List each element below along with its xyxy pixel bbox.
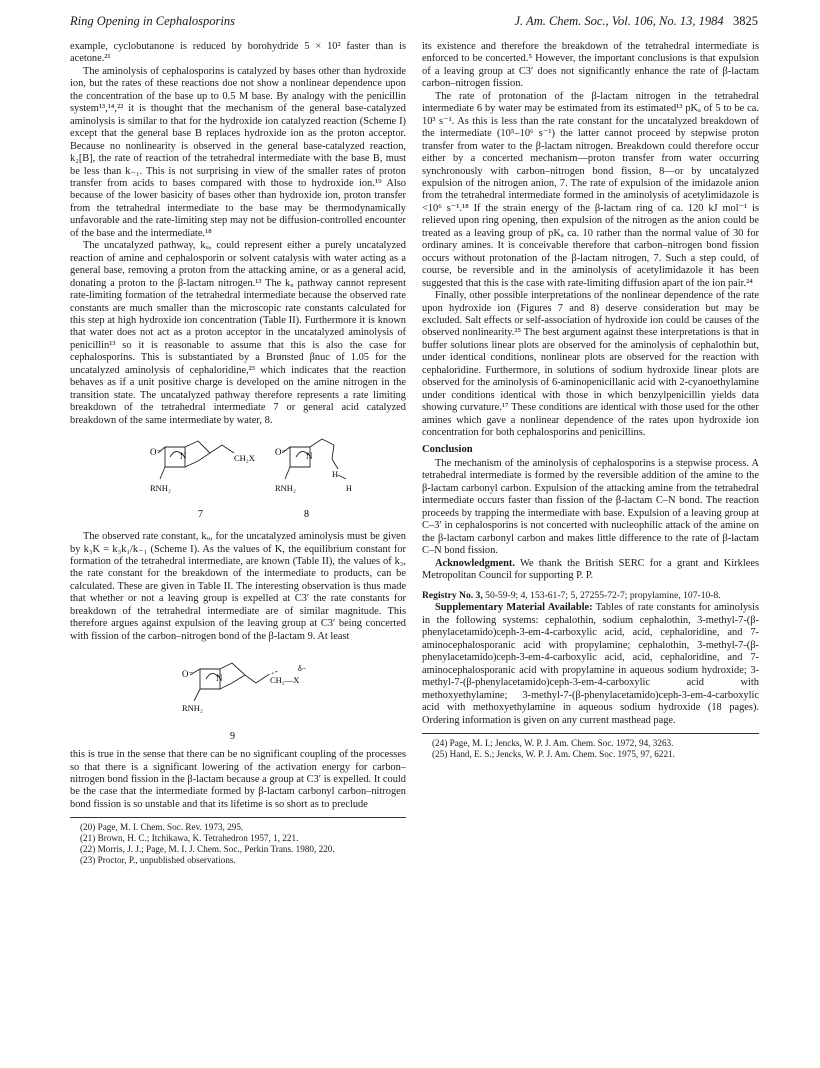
footnote: (22) Morris, J. J.; Page, M. I. J. Chem. Soc., Perkin Trans. 1980, 220.: [80, 844, 335, 855]
o-minus-label: O⁻: [182, 669, 194, 680]
structure-9: [70, 649, 406, 745]
footnotes-left: [70, 817, 406, 866]
supplementary-text: Tables of rate constants for aminolysis in the following systems: cephalothin, sodium cephalothin, 3-methyl-7-(β-phenylacetamido)ceph-3-em-4-carboxylic acid, acid, cephaloridine, and 7-aminocephalosporanic acid with propylamine; cephalothin, 3-methyl-7-(β-phenylacetamido)ceph-3-em-4-carboxylic acid, acid, cephaloridine, and 7-aminocephalosporanic acid with propylamine in aqueous sodium hydroxide; 3-methyl-7-(β-phenylacetamido)ceph-3-em-4-carboxylic acid with methoxyethylamine; 3-methyl-7-(β-phenylacetamido)ceph-3-em-4-carboxylic acid with methoxyethylamine in aqueous sodium hydroxide (18 pages). Ordering information is given on any current masthead page.: [422, 602, 759, 726]
journal-info: J. Am. Chem. Soc., Vol. 106, No. 13, 1984: [514, 14, 724, 28]
acknowledgment: [422, 558, 759, 583]
footnote: (23) Proctor, P., unpublished observations.: [80, 855, 236, 866]
rnh2-label: RNH₂: [150, 483, 171, 494]
ch2x-label: CH₂—X: [270, 675, 300, 686]
paragraph: The rate of protonation of the β-lactam nitrogen in the tetrahedral intermediate 6 by water may be estimated from its estimated¹³ pKₐ of 5 to be ca. 10³ s⁻¹. As this is less than the rate constant for the uncatalyzed breakdown of the intermediate (10⁵–10⁶ s⁻¹) the latter cannot proceed by stepwise proton transfer from water to the β-lactam nitrogen. Breakdown could therefore occur either by a concerted mechanism—proton transfer from water occurring synchronously with carbon–nitrogen bond fission, 8—or by uncatalyzed expulsion of the nitrogen anion, 7. The rate of expulsion of the imidazole anion from the tetrahedral intermediate formed in the aminolysis of acetylimidazole is <10⁶ s⁻¹.¹⁸ If the strain energy of the β-lactam ring of ca. 120 kJ mol⁻¹ is relieved upon ring opening, then expulsion of the nitrogen as the anion could be treated as a leaving group of pKₐ ca. 10 rather than the normal value of 30 for ordinary amines. It is conceivable therefore that carbon–nitrogen bond fission occurs without protonation of the β-lactam nitrogen, 7. Such a step could, of course, be reversible and in the aminolysis of acetylimidazole it has been suggested that this is the case with rate-limiting diffusion apart of the ion pair.²⁴: [422, 90, 759, 289]
footnote: (24) Page, M. I.; Jencks, W. P. J. Am. Chem. Soc. 1972, 94, 3263.: [432, 738, 674, 749]
h-label: H: [332, 469, 339, 480]
paragraph: The aminolysis of cephalosporins is catalyzed by bases other than hydroxide ion, but the rates of these reactions doe not show a nonlinear dependence upon the concentration of the base up to 0.5 M base. By analogy with the penicillin system¹³,¹⁴,²² it is thought that the mechanism of the general base-catalyzed aminolysis is similar to that for the hydroxide ion catalyzed reaction (Scheme I) except that the general base B replaces hydroxide ion as the proton acceptor. Because no nonlinearity is observed in the general base-catalyzed reaction, k₂[B], the rate of reaction of the tetrahedral intermediate with the base B, must be less than k₋₁. This is not surprising in view of the smaller rates of proton transfer from acids to bases compared with those to hydroxide ion.¹⁹ Also because of the lower basicity of bases other than hydroxide ion, proton transfer from the tetrahedral intermediate to the base may be thermodynamically unfavorable and the rate-limiting step may not be diffusion-controlled encounter of the base and the intermediate.¹⁸: [70, 65, 406, 239]
right-column: [422, 41, 759, 760]
acknowledgment-label: Acknowledgment.: [435, 557, 515, 569]
registry-numbers: [422, 590, 759, 602]
footnote: (21) Brown, H. C.; Itchikawa, K. Tetrahedron 1957, 1, 221.: [80, 833, 299, 844]
paragraph: The mechanism of the aminolysis of cephalosporins is a stepwise process. A tetrahedral intermediate is formed by the reversible addition of the amine to the β-lactam carbonyl carbon. Expulsion of the attacking amine from the tetrahedral intermediate occurs faster than fission of the β-lactam C–N bond. The reaction proceeds by trapping the intermediate with base. Expulsion of a leaving group at C–3′ in cephalosporins is not concerted with nucleophilic attack of the amine on the β-lactam carbonyl carbon and makes little difference to the rate of β-lactam C–N bond fission.: [422, 457, 759, 557]
page-number: 3825: [733, 14, 758, 28]
footnotes-right: [422, 733, 759, 760]
n-label: N: [180, 451, 187, 462]
rnh2-label: RNH₂: [275, 483, 296, 494]
structure-9-number: 9: [230, 731, 235, 743]
footnote: (25) Hand, E. S.; Jencks, W. P. J. Am. Chem. Soc. 1975, 97, 6221.: [432, 749, 675, 760]
n-label: N: [216, 673, 223, 684]
supplementary-material: [422, 602, 759, 727]
registry-label: Registry No. 3,: [422, 590, 483, 602]
structure-7-number: 7: [198, 509, 203, 521]
delta-minus-label: δ−: [298, 664, 307, 674]
footnote: (20) Page, M. I. Chem. Soc. Rev. 1973, 295.: [80, 822, 244, 833]
structures-7-8: [70, 431, 406, 523]
left-column: [70, 41, 406, 866]
supplementary-label: Supplementary Material Available:: [435, 602, 593, 614]
running-header: [70, 14, 758, 34]
running-title: Ring Opening in Cephalosporins: [70, 14, 235, 28]
paragraph: Finally, other possible interpretations of the nonlinear dependence of the rate upon hydroxide ion (Figures 7 and 8) deserve consideration but may be excluded. Salt effects or self-association of hydroxide ion could be causes of the observed nonlinearity.²⁵ The best argument against these interpretations is that in buffer solutions linear plots are observed for the aminolysis of cephalothin but, under identical conditions, nonlinear plots are observed for the reaction with cephaloridine. Furthermore, in solutions of sodium hydroxide linear plots are observed for the aminolysis of 6-aminopenicillanic acid with 2-cyanoethylamine under conditions identical with those in which benzylpenicillin yields data showing curvature.¹⁷ These conditions are identical with those used for the other amines which gave a nonlinear dependence of the rates upon hydroxide ion concentration for both cephalosporins and penicillins.: [422, 290, 759, 439]
structure-8-number: 8: [304, 509, 309, 521]
journal-citation: [514, 14, 758, 29]
paragraph: this is true in the sense that there can be no significant coupling of the processes so that there is a significant lowering of the activation energy for carbon–nitrogen bond fission in the β-lactam because a group at C3′ is expelled. It could be the case that the intermediate formed by β-lactam carbonyl carbon–nitrogen bond fission is so unstable and that its lifetime is so short as to preclude: [70, 749, 406, 810]
rnh2-label: RNH₂: [182, 703, 203, 714]
paragraph: The uncatalyzed pathway, kᵤ, could represent either a purely uncatalyzed reaction of amine and cephalosporin or solvent catalysis with water acting as a general base, removing a proton from the attacking amine, or as a general acid, donating a proton to the β-lactam nitrogen.¹³ The kᵤ pathway cannot represent rate-limiting formation of the tetrahedral intermediate because the observed rate constants are much smaller than the microscopic rate constants calculated for this step at high hydroxide ion concentration (Table II). Furthermore it is known that water does not act as a proton acceptor in the uncatalyzed aminolysis of penicillin¹³ so it is reasonable to assume that this is also the case for cephalosporins. This is substantiated by a Brønsted βnuc of 1.05 for the uncatalyzed aminolysis of cephaloridine,²³ which indicates that the reaction behaves as if a unit positive charge is developed on the amine nitrogen in the transition state. The uncatalyzed pathway therefore represents a rate limiting breakdown of the tetrahedral intermediate 7 or general acid catalyzed breakdown of the same intermediate by water, 8.: [70, 240, 406, 426]
o-minus-label: O⁻: [275, 447, 287, 458]
paragraph: The observed rate constant, kᵤ, for the uncatalyzed aminolysis must be given by k₃K = k₃k₁/k₋₁ (Scheme I). As the values of K, the equilibrium constant for formation of the tetrahedral intermediate, are known (Table II), the values of k₃, the rate constant for the breakdown of the intermediate to products, can be calculated. These are given in Table II. The interesting observation is thus made that whether or not a leaving group is expelled at C3′ the rate constants for breakdown of the tetrahedral intermediate are of similar magnitude. This therefore argues against expulsion of the leaving group at C3′ being concerted with fission of the carbon–nitrogen bond of the β-lactam 9. At least: [70, 531, 406, 642]
h-label: H: [346, 484, 352, 494]
o-minus-label: O⁻: [150, 447, 162, 458]
paragraph: example, cyclobutanone is reduced by borohydride 5 × 10² faster than is acetone.²¹: [70, 41, 406, 65]
acknowledgment-text: We thank the British SERC for a grant and Kirklees Metropolitan Council for supporting P. P.: [422, 557, 759, 582]
registry-text: 50-59-9; 4, 153-61-7; 5, 27255-72-7; propylamine, 107-10-8.: [482, 590, 721, 602]
structure-drawing-7-8: [70, 431, 406, 523]
structure-drawing-9: [70, 649, 406, 745]
ch2x-label: CH₂X: [234, 453, 255, 464]
section-heading-conclusion: Conclusion: [422, 443, 473, 455]
paragraph: its existence and therefore the breakdown of the tetrahedral intermediate is enforced to be concerted.⁵ However, the important conclusions is that expulsion of a leaving group at C3′ does not significantly enhance the rate of β-lactam carbon–nitrogen fission.: [422, 41, 759, 90]
n-label: N: [306, 451, 313, 462]
